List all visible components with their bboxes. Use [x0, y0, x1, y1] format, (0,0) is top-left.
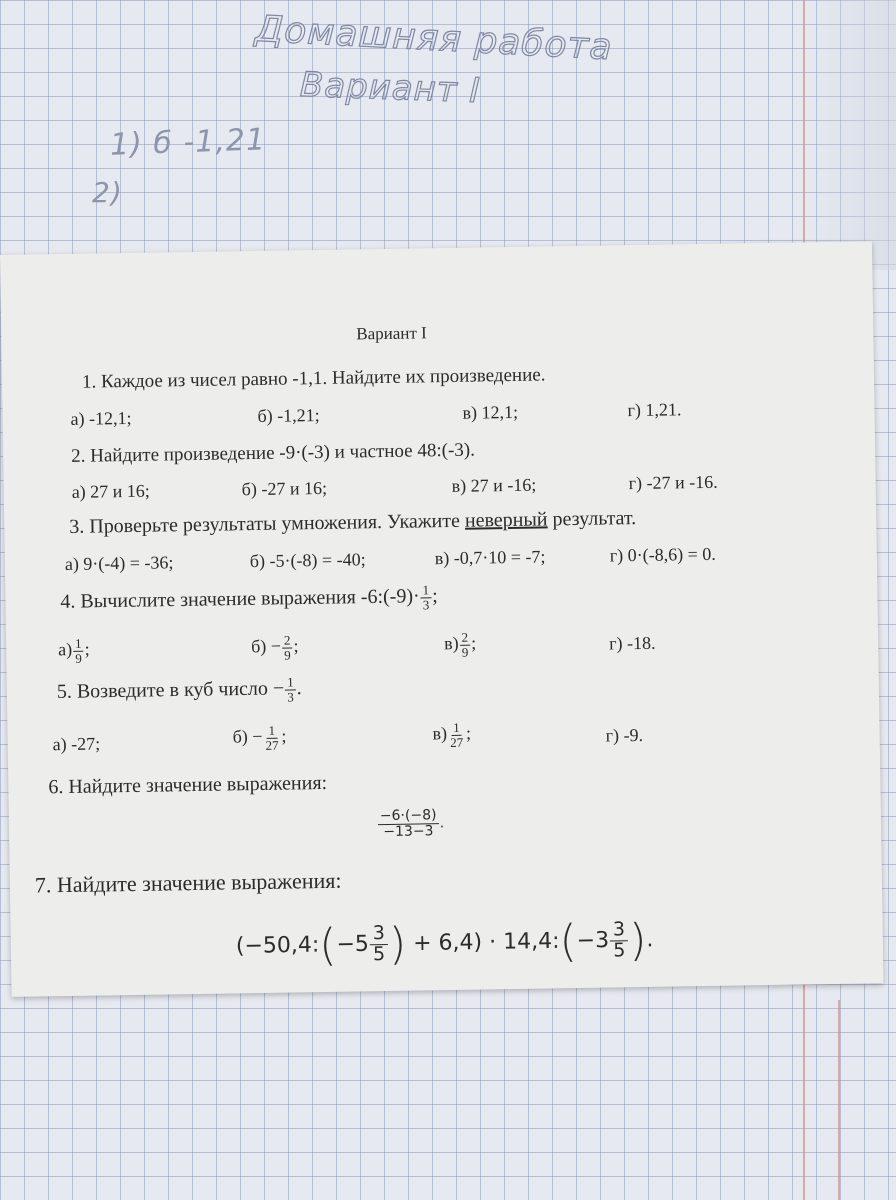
- handwritten-variant: Вариант I: [299, 64, 482, 112]
- q6-expression: [377, 808, 445, 839]
- q2-option-c: в) 27 и -16;: [451, 474, 537, 496]
- question-1: 1. Каждое из чисел равно -1,1. Найдите их произведение.: [81, 364, 546, 393]
- question-7: 7. Найдите значение выражения:: [34, 867, 342, 898]
- q7-f1-den: 5: [372, 943, 386, 966]
- q4-c-den: 9: [461, 644, 469, 660]
- q7-right-paren-1: ): [388, 918, 407, 970]
- q5-c-num: 1: [451, 721, 462, 736]
- q7-expression: [235, 915, 653, 973]
- q3-option-c: в) -0,7·10 = -7;: [434, 546, 546, 569]
- q4-b-num: 2: [282, 633, 293, 648]
- q4-b-den: 9: [284, 647, 291, 663]
- q5-fraction: [285, 675, 296, 703]
- q3-option-b: б) -5·(-8) = -40;: [249, 549, 366, 572]
- q4-a-fraction: [73, 637, 84, 665]
- question-3: [69, 507, 636, 539]
- q7-left-paren-2: (: [559, 916, 578, 968]
- q3-option-d: г) 0·(-8,6) = 0.: [609, 543, 716, 566]
- q4-option-d: г) -18.: [609, 632, 656, 654]
- q7-part2: + 6,4) · 14,4:: [405, 928, 560, 957]
- q6-den: −13−3: [383, 822, 434, 840]
- q4-b-end: ;: [293, 635, 299, 656]
- handwritten-title: Домашняя работа: [254, 8, 614, 69]
- q6-num: −6·(−8): [378, 808, 439, 825]
- q6-fraction: [378, 808, 439, 839]
- q7-f2-den: 5: [613, 939, 626, 962]
- q1-option-c: в) 12,1;: [462, 401, 519, 423]
- q5-option-a: а) -27;: [52, 733, 101, 755]
- q5-option-d: г) -9.: [605, 724, 644, 746]
- q5-b-prefix: б) −: [232, 726, 263, 747]
- q5-c-den: 27: [450, 734, 464, 750]
- q7-mixed-1-whole: −5: [336, 931, 370, 958]
- question-6: 6. Найдите значение выражения:: [48, 771, 328, 799]
- q4-a-den: 9: [75, 650, 82, 666]
- handwritten-answer-2: 2): [92, 176, 123, 209]
- q5-c-prefix: в): [432, 723, 448, 744]
- q6-end: .: [439, 815, 445, 832]
- q4-option-a: [58, 637, 90, 666]
- q5-frac-den: 3: [287, 689, 294, 705]
- sheet-variant-title: Вариант I: [356, 323, 427, 344]
- q4-option-c: [444, 631, 476, 660]
- q3-text-before: 3. Проверьте результаты умножения. Укажите: [69, 509, 466, 538]
- q7-f2-num: 3: [610, 920, 628, 941]
- q3-text-after: результат.: [547, 507, 637, 531]
- q7-fraction-1: [370, 924, 389, 965]
- q4-c-end: ;: [470, 632, 477, 653]
- q1-option-a: а) -12,1;: [70, 407, 132, 429]
- q4-a-end: ;: [84, 638, 90, 659]
- q5-end: .: [296, 677, 302, 700]
- q4-option-b: [251, 633, 299, 662]
- q5-option-c: [432, 721, 471, 750]
- q4-fraction: [420, 583, 431, 611]
- q7-part1: (−50,4:: [235, 932, 320, 959]
- q5-b-end: ;: [281, 725, 287, 746]
- q7-f1-num: 3: [370, 924, 388, 945]
- q4-c-fraction: [459, 631, 470, 659]
- q5-b-num: 1: [266, 724, 277, 739]
- q5-c-fraction: [448, 721, 465, 750]
- q7-end: .: [646, 927, 654, 953]
- q4-frac-den: 3: [422, 596, 430, 613]
- q1-option-b: б) -1,21;: [257, 404, 320, 426]
- q5-option-b: [232, 724, 286, 753]
- q4-a-num: 1: [73, 637, 84, 652]
- q7-right-paren-2: ): [628, 914, 647, 967]
- q5-b-den: 27: [265, 737, 279, 753]
- question-4: [60, 583, 438, 617]
- q4-b-prefix: б) −: [251, 635, 282, 657]
- q3-option-a: а) 9·(-4) = -36;: [64, 552, 174, 575]
- q4-frac-num: 1: [420, 583, 431, 598]
- q4-c-num: 2: [459, 631, 470, 646]
- q2-option-a: а) 27 и 16;: [71, 480, 151, 502]
- q5-b-fraction: [263, 724, 280, 753]
- notebook-margin-line-lower: [838, 1000, 840, 1200]
- q5-frac-num: 1: [285, 675, 296, 690]
- q2-option-d: г) -27 и -16.: [628, 471, 718, 494]
- question-5: [57, 675, 302, 707]
- q3-text-underlined: неверный: [464, 508, 548, 532]
- q5-c-end: ;: [465, 722, 472, 744]
- handwritten-answer-1: 1) б -1,21: [109, 122, 267, 163]
- test-sheet: [0, 241, 884, 997]
- q7-left-paren-1: (: [318, 919, 337, 972]
- q4-a-prefix: а): [58, 639, 73, 660]
- q4-c-prefix: в): [443, 633, 459, 654]
- q4-text: 4. Вычислите значение выражения -6:(-9)·: [60, 585, 420, 613]
- q2-option-b: б) -27 и 16;: [241, 477, 328, 500]
- q4-end: ;: [432, 584, 438, 607]
- q7-fraction-2: [610, 920, 629, 961]
- q4-b-fraction: [282, 633, 293, 661]
- q1-option-d: г) 1,21.: [627, 399, 682, 421]
- notebook-edge: [806, 0, 896, 270]
- q7-mixed-2-whole: −3: [576, 928, 610, 954]
- question-2: 2. Найдите произведение -9·(-3) и частное 48:(-3).: [71, 439, 476, 467]
- q5-text: 5. Возведите в куб число −: [56, 677, 285, 703]
